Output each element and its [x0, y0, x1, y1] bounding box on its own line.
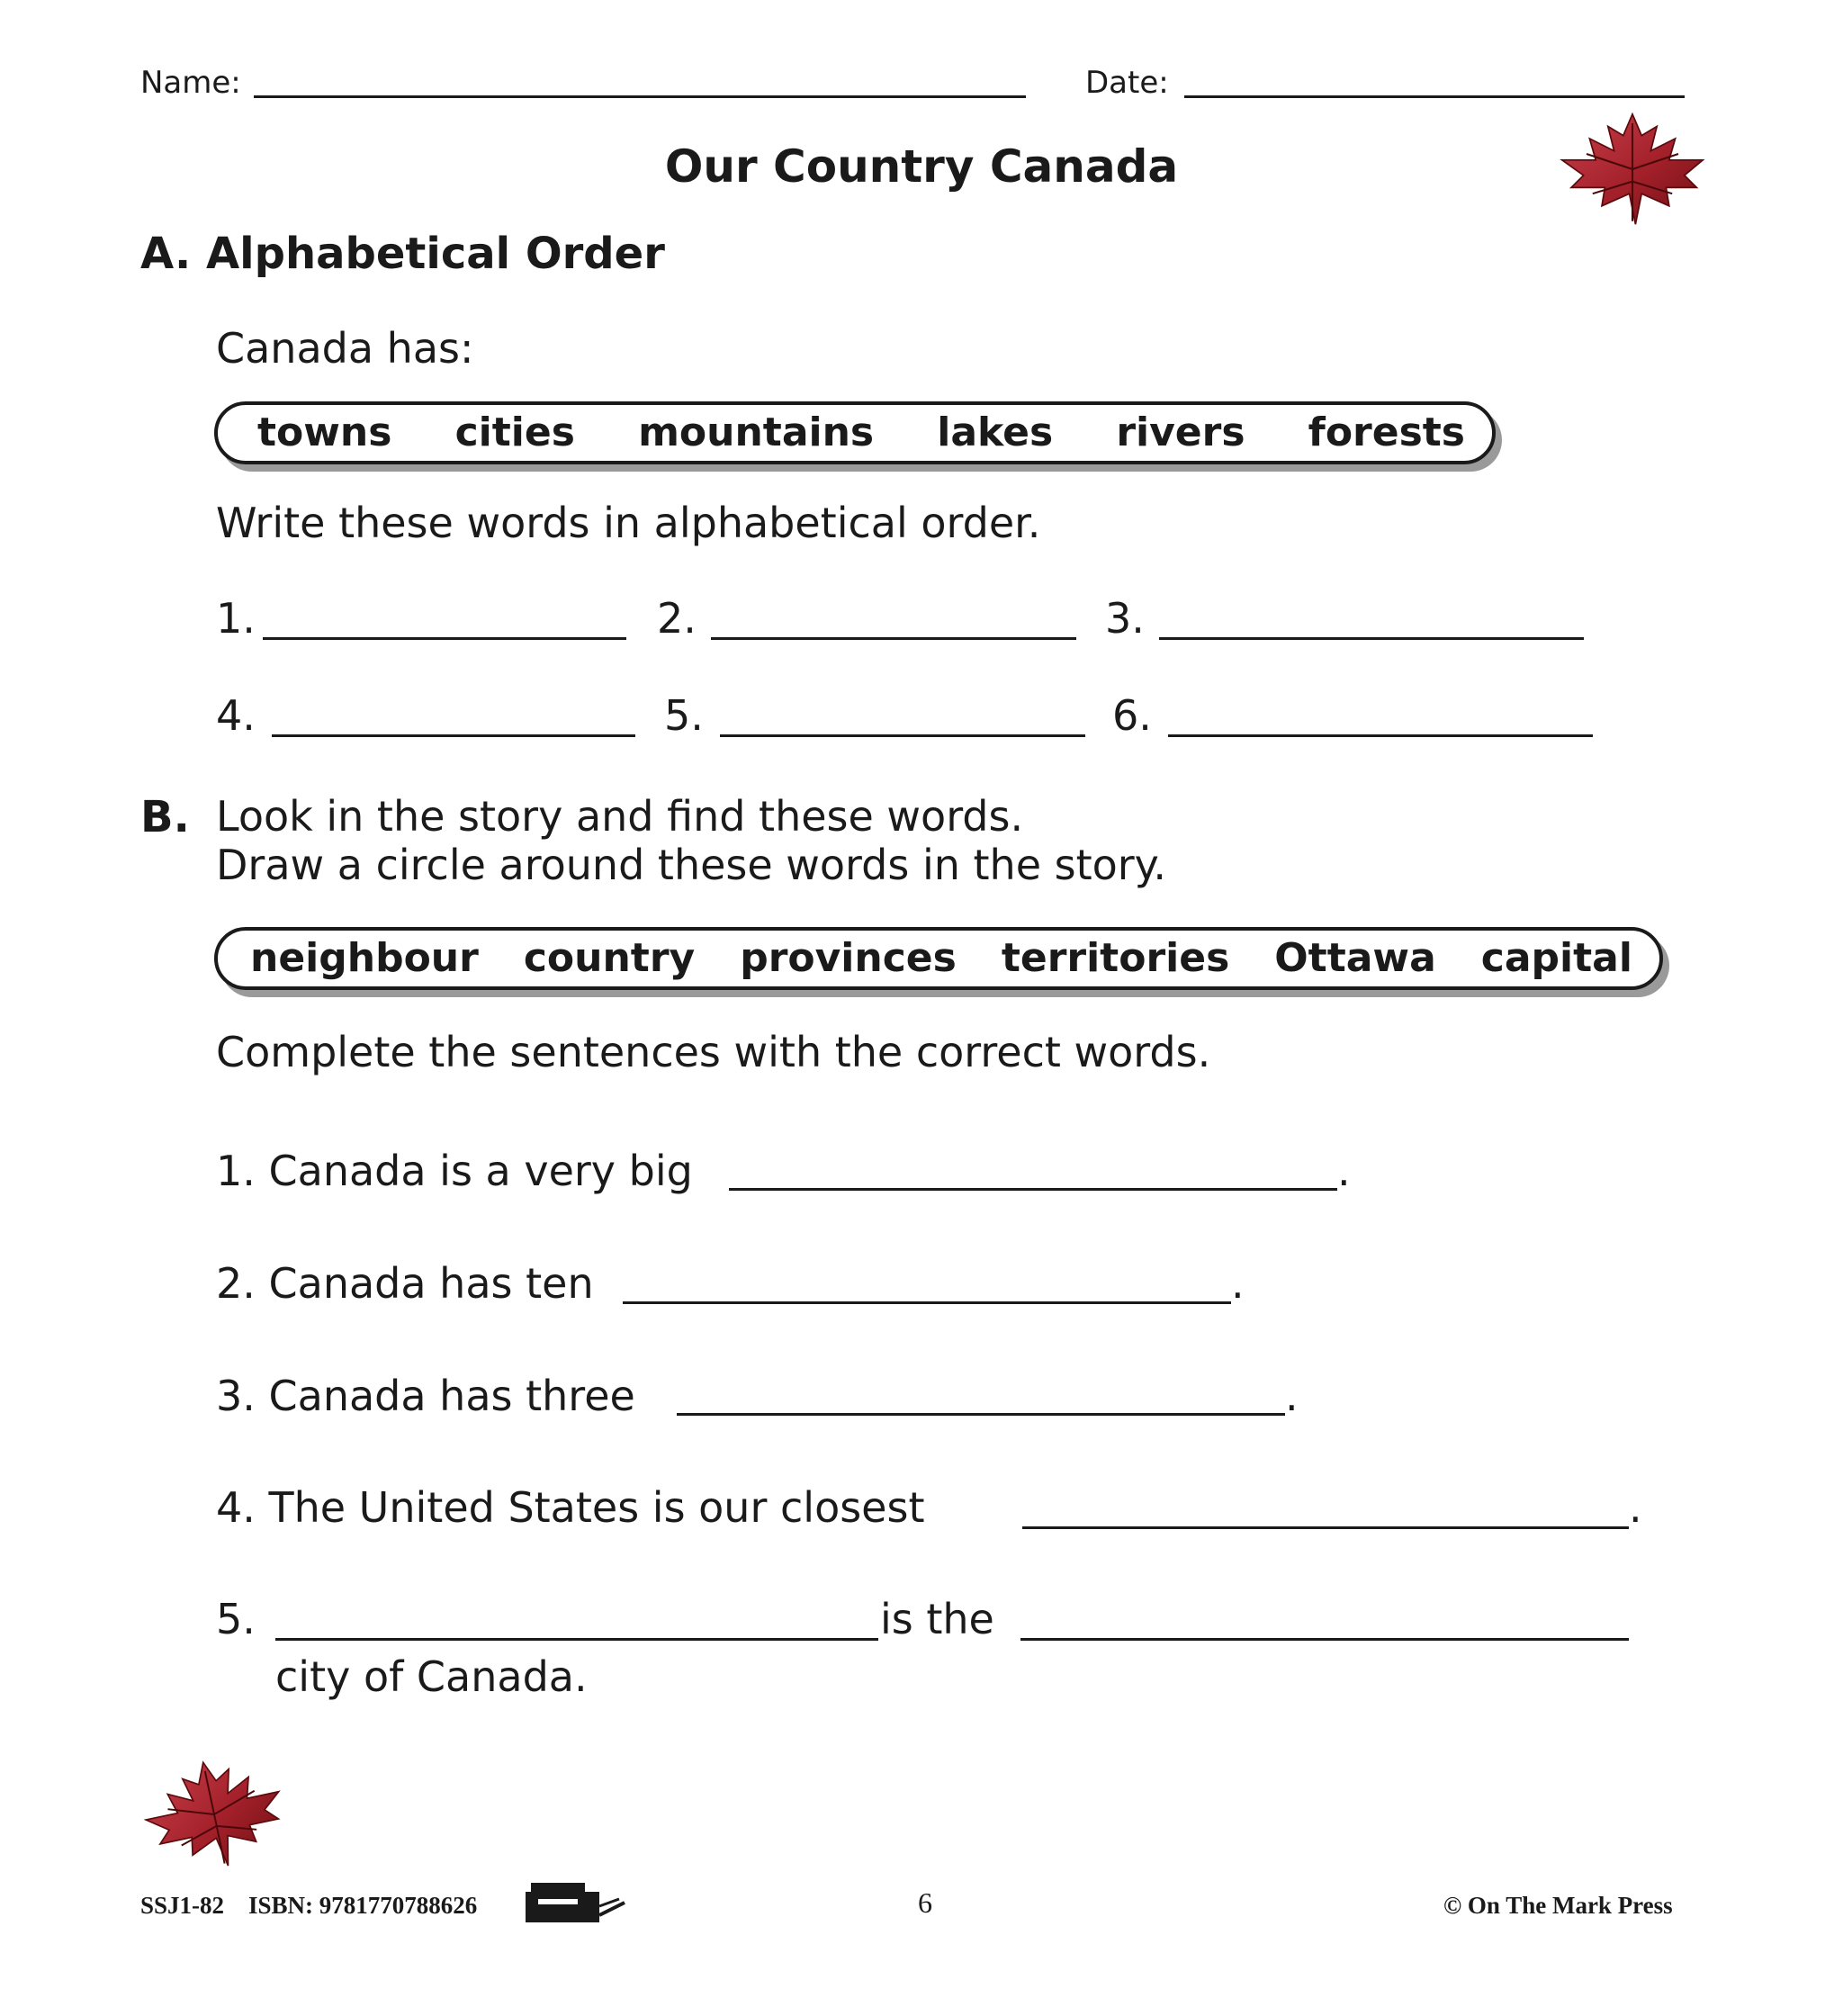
sentence-number: 5.: [216, 1595, 256, 1643]
blank-number: 1.: [216, 594, 256, 643]
word-mountains: mountains: [638, 410, 875, 455]
footer-code: SSJ1-82: [140, 1892, 225, 1919]
section-b-letter: B.: [140, 792, 190, 842]
sentence-blank-1[interactable]: [729, 1188, 1337, 1191]
answer-blank-2[interactable]: [711, 637, 1076, 640]
word-capital: capital: [1480, 935, 1632, 981]
date-field[interactable]: [1184, 95, 1685, 98]
blank-number: 5.: [664, 691, 704, 740]
section-b-instruction-1: Look in the story and find these words.: [216, 792, 1024, 841]
sentence-continuation: city of Canada.: [275, 1652, 588, 1701]
sentence-text: 1. Canada is a very big: [216, 1147, 693, 1195]
answer-blank-6[interactable]: [1168, 734, 1593, 737]
sentence-text: 4. The United States is our closest: [216, 1483, 925, 1532]
name-field[interactable]: [254, 95, 1026, 98]
sentence-period: .: [1231, 1259, 1245, 1308]
word-box-b: [214, 927, 1663, 990]
blank-number: 4.: [216, 691, 256, 740]
word-forests: forests: [1308, 410, 1465, 455]
maple-leaf-icon: [1553, 108, 1712, 230]
sentence-middle: is the: [880, 1595, 994, 1643]
answer-blank-4[interactable]: [272, 734, 635, 737]
sentence-blank-3[interactable]: [677, 1413, 1285, 1416]
sentence-period: .: [1285, 1372, 1299, 1420]
answer-blank-1[interactable]: [263, 637, 626, 640]
sentence-blank-5a[interactable]: [275, 1638, 878, 1641]
blank-number: 3.: [1105, 594, 1145, 643]
blank-number: 2.: [657, 594, 697, 643]
sentence-period: .: [1337, 1147, 1351, 1195]
word-towns: towns: [257, 410, 392, 455]
word-rivers: rivers: [1116, 410, 1245, 455]
word-provinces: provinces: [740, 935, 957, 981]
maple-leaf-icon: [140, 1753, 288, 1876]
answer-blank-5[interactable]: [720, 734, 1085, 737]
word-box-a: [214, 401, 1496, 464]
footer-isbn: ISBN: 9781770788626: [248, 1892, 478, 1919]
date-label: Date:: [1085, 65, 1169, 101]
answer-blank-3[interactable]: [1159, 637, 1584, 640]
section-b-instruction-2: Draw a circle around these words in the story.: [216, 841, 1166, 889]
word-lakes: lakes: [937, 410, 1054, 455]
sentence-blank-2[interactable]: [623, 1301, 1231, 1304]
page-number: 6: [918, 1886, 932, 1919]
sentence-blank-4[interactable]: [1022, 1526, 1629, 1529]
word-country: country: [523, 935, 696, 981]
section-a-instruction: Write these words in alphabetical order.: [216, 499, 1041, 547]
page-title: Our Country Canada: [664, 140, 1179, 193]
sentence-period: .: [1629, 1483, 1642, 1532]
word-cities: cities: [454, 410, 575, 455]
complete-instruction: Complete the sentences with the correct words.: [216, 1028, 1211, 1076]
word-ottawa: Ottawa: [1274, 935, 1436, 981]
photocopier-icon: [522, 1879, 628, 1926]
word-territories: territories: [1001, 935, 1230, 981]
footer-copyright: © On The Mark Press: [1443, 1892, 1673, 1919]
word-neighbour: neighbour: [250, 935, 479, 981]
blank-number: 6.: [1112, 691, 1152, 740]
section-a-heading: A. Alphabetical Order: [140, 229, 665, 279]
sentence-text: 2. Canada has ten: [216, 1259, 594, 1308]
name-label: Name:: [140, 65, 241, 101]
section-a-intro: Canada has:: [216, 324, 474, 373]
sentence-blank-5b[interactable]: [1020, 1638, 1629, 1641]
sentence-text: 3. Canada has three: [216, 1372, 635, 1420]
